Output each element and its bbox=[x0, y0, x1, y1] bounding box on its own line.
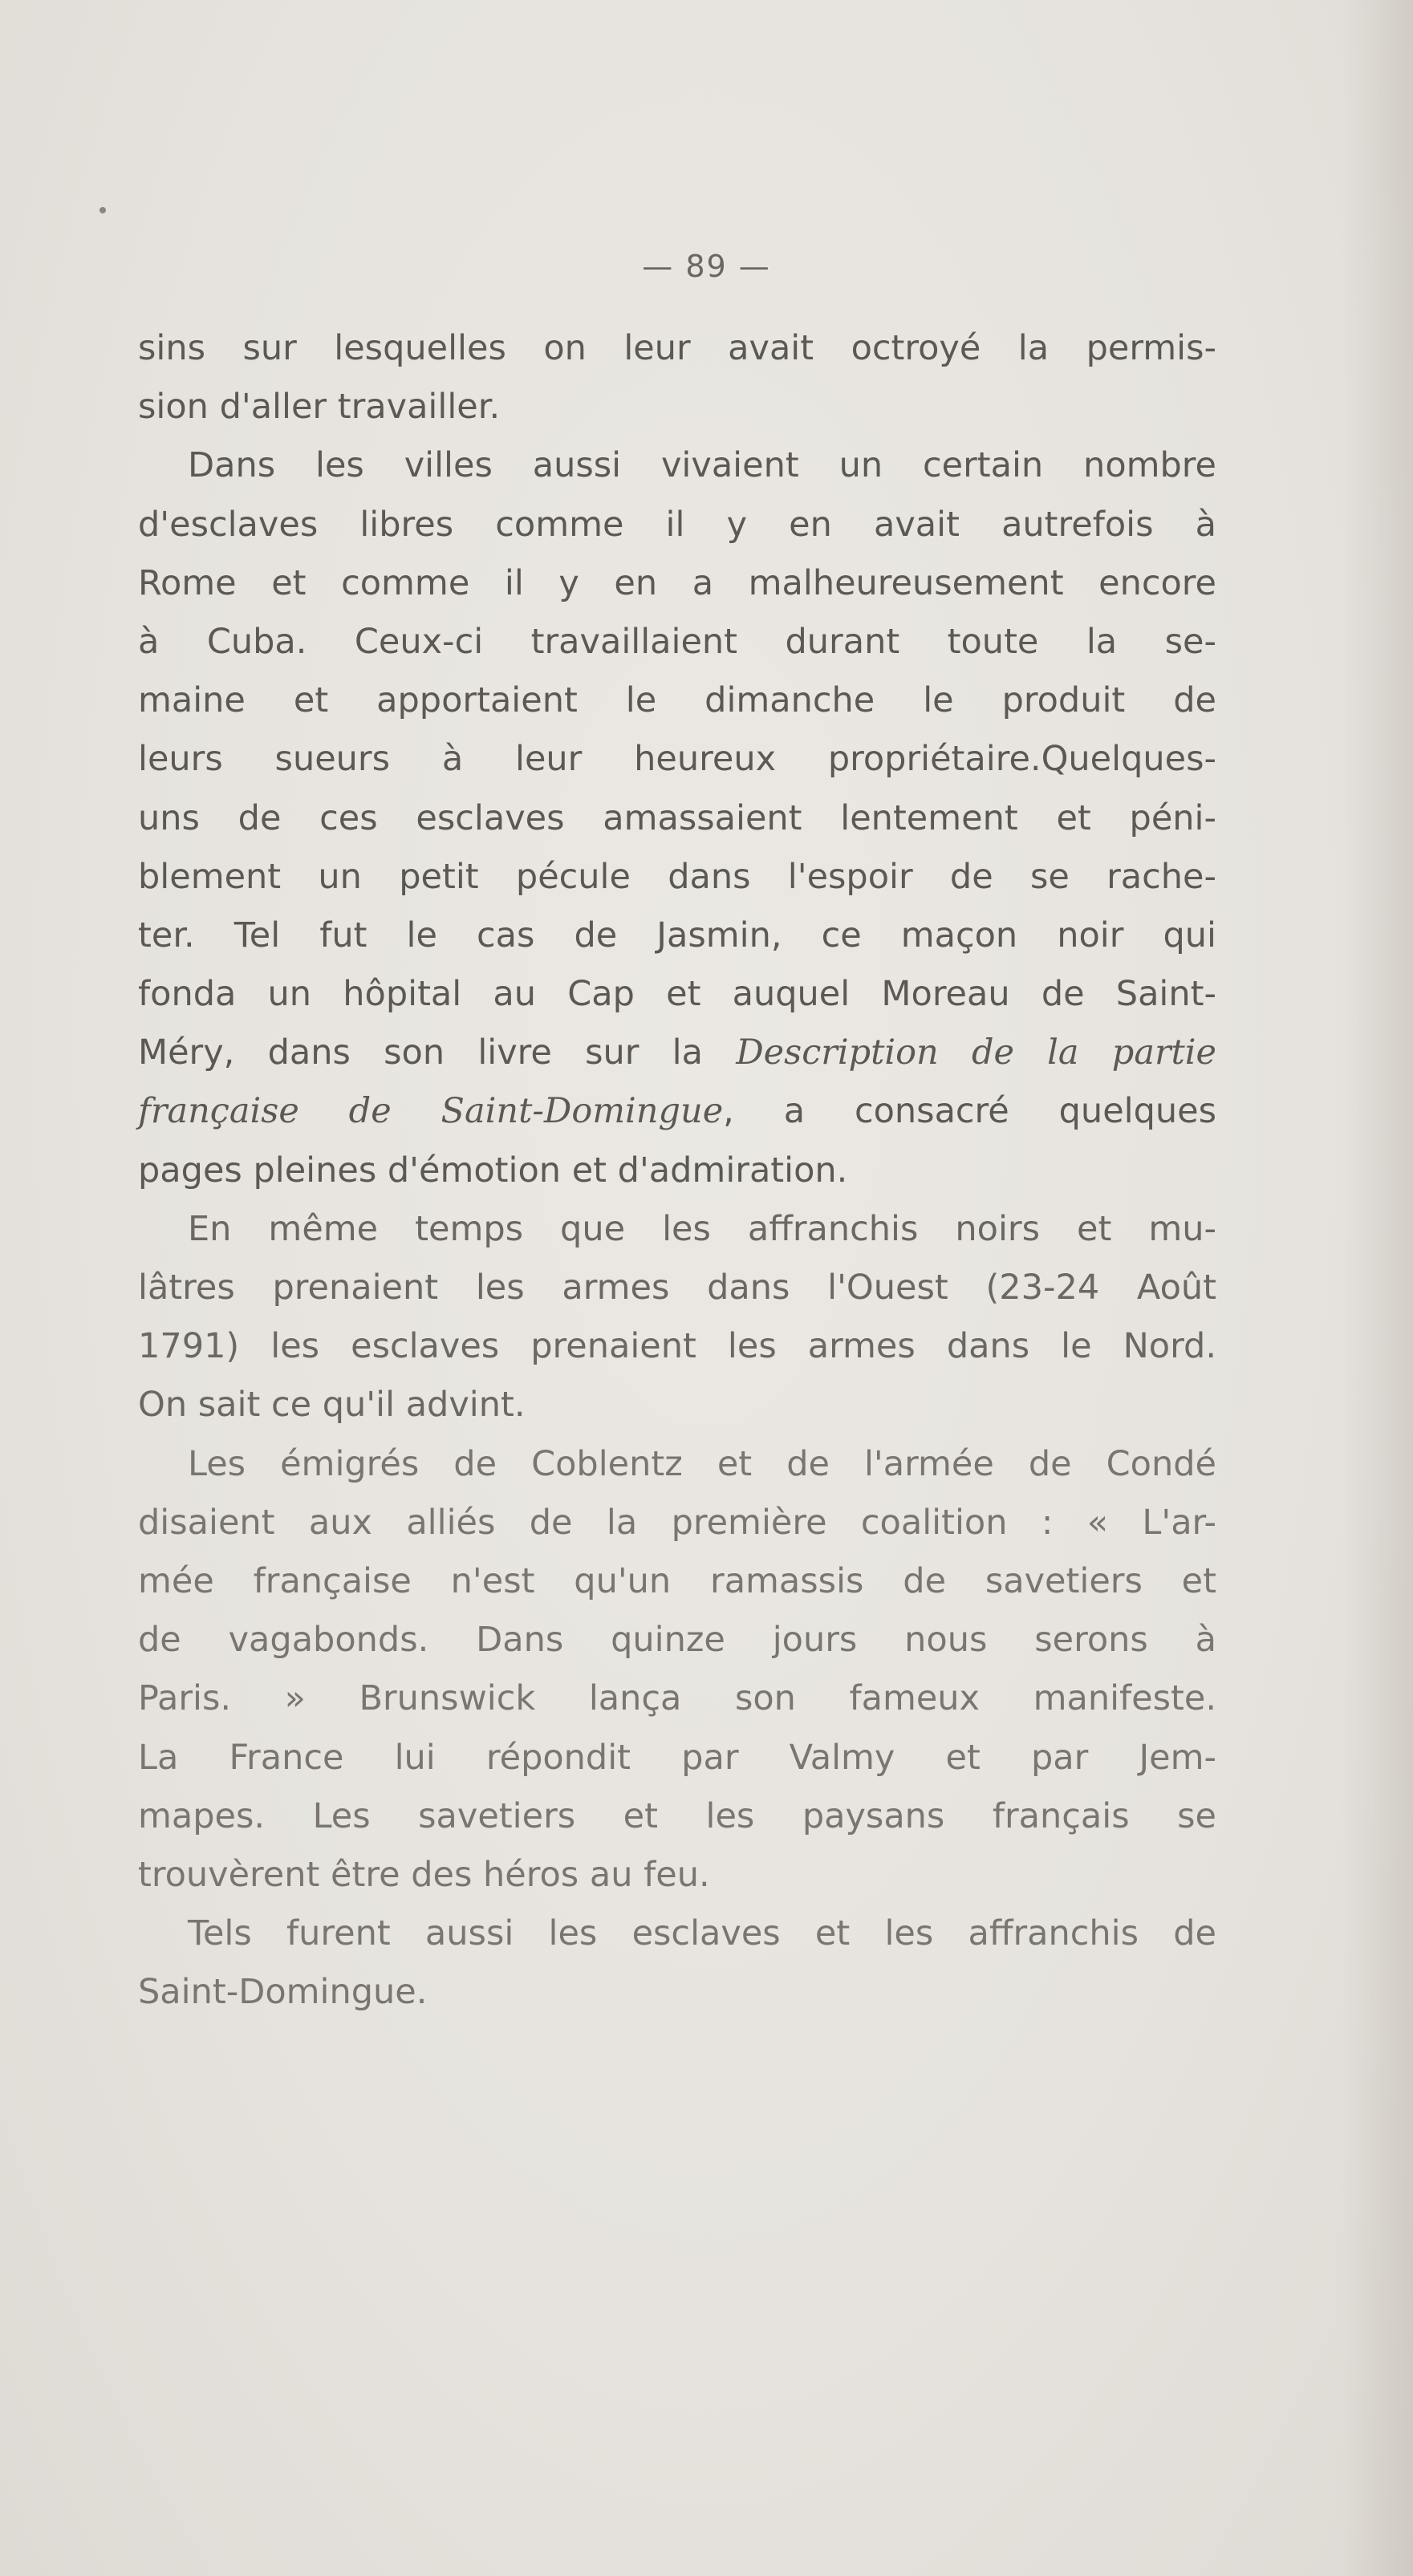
text-line bbox=[138, 1142, 1216, 1200]
text-line bbox=[138, 378, 1216, 436]
text-line-content: uns de ces esclaves amassaient lentement et péni- bbox=[138, 797, 1216, 838]
text-line-content: mée française n'est qu'un ramassis de savetiers et bbox=[138, 1560, 1216, 1601]
text-line bbox=[138, 1905, 1216, 1963]
italic-title: française de Saint-Domingue bbox=[138, 1091, 724, 1132]
text-line bbox=[138, 1082, 1216, 1141]
text-line bbox=[138, 1787, 1216, 1846]
text-line bbox=[138, 554, 1216, 613]
text-line bbox=[138, 1846, 1216, 1905]
text-line bbox=[138, 671, 1216, 730]
text-line-content: Méry, dans son livre sur la bbox=[138, 1032, 737, 1073]
ink-spot bbox=[99, 207, 106, 213]
text-line bbox=[138, 1317, 1216, 1376]
text-line-content: à Cuba. Ceux-ci travaillaient durant toute la se- bbox=[138, 621, 1216, 662]
text-line-content: disaient aux alliés de la première coalition : « L'ar- bbox=[138, 1502, 1216, 1543]
text-line bbox=[138, 1669, 1216, 1728]
text-line bbox=[138, 1200, 1216, 1259]
text-line-content: d'esclaves libres comme il y en avait autrefois à bbox=[138, 504, 1216, 545]
text-line-content: 1791) les esclaves prenaient les armes dans le Nord. bbox=[138, 1326, 1216, 1367]
page-number: — 89 — bbox=[642, 249, 771, 284]
text-line-content: maine et apportaient le dimanche le produit de bbox=[138, 680, 1216, 721]
text-line-content: de vagabonds. Dans quinze jours nous serons à bbox=[138, 1620, 1216, 1661]
text-line bbox=[138, 1963, 1216, 2022]
text-line-content: trouvèrent être des héros au feu. bbox=[138, 1854, 710, 1895]
text-line bbox=[138, 1024, 1216, 1082]
text-line bbox=[138, 907, 1216, 965]
text-line-content: sins sur lesquelles on leur avait octroyé la permis- bbox=[138, 328, 1216, 368]
text-line-content: pages pleines d'émotion et d'admiration. bbox=[138, 1150, 848, 1191]
text-line bbox=[138, 789, 1216, 848]
text-line-content: Saint-Domingue. bbox=[138, 1972, 428, 2013]
text-line-content: On sait ce qu'il advint. bbox=[138, 1385, 526, 1426]
text-line bbox=[138, 965, 1216, 1024]
text-line-content: fonda un hôpital au Cap et auquel Moreau de Saint- bbox=[138, 974, 1216, 1015]
text-line-content: Tels furent aussi les esclaves et les affranchis de bbox=[188, 1913, 1216, 1954]
text-line-content: Paris. » Brunswick lança son fameux manifeste. bbox=[138, 1678, 1216, 1719]
text-line-content: Les émigrés de Coblentz et de l'armée de Condé bbox=[188, 1443, 1216, 1484]
text-line bbox=[138, 730, 1216, 789]
text-line-content: Dans les villes aussi vivaient un certain nombre bbox=[188, 445, 1216, 486]
text-line-content: La France lui répondit par Valmy et par Jem- bbox=[138, 1737, 1216, 1778]
text-line bbox=[138, 848, 1216, 907]
text-line bbox=[138, 613, 1216, 671]
text-line-content: ter. Tel fut le cas de Jasmin, ce maçon noir qui bbox=[138, 915, 1216, 955]
text-line bbox=[138, 436, 1216, 495]
text-line-content: , a consacré quelques bbox=[723, 1091, 1216, 1132]
text-line-content: leurs sueurs à leur heureux propriétaire.Quelques- bbox=[138, 739, 1216, 780]
text-line bbox=[138, 1376, 1216, 1434]
text-line bbox=[138, 1259, 1216, 1317]
text-line bbox=[138, 1494, 1216, 1552]
page-edge-shadow bbox=[1341, 0, 1413, 2576]
text-line-content: lâtres prenaient les armes dans l'Ouest (23-24 Août bbox=[138, 1268, 1216, 1308]
italic-title: Description de la partie bbox=[736, 1032, 1216, 1073]
body-text bbox=[138, 319, 1216, 2022]
text-line-content: sion d'aller travailler. bbox=[138, 387, 501, 428]
text-line bbox=[138, 496, 1216, 554]
text-line-content: blement un petit pécule dans l'espoir de se rache- bbox=[138, 856, 1216, 897]
text-line bbox=[138, 1729, 1216, 1787]
text-line bbox=[138, 319, 1216, 378]
text-line bbox=[138, 1552, 1216, 1611]
text-line bbox=[138, 1435, 1216, 1494]
text-line bbox=[138, 1611, 1216, 1669]
text-line-content: Rome et comme il y en a malheureusement encore bbox=[138, 562, 1216, 603]
text-line-content: mapes. Les savetiers et les paysans français se bbox=[138, 1795, 1216, 1836]
text-line-content: En même temps que les affranchis noirs et mu- bbox=[188, 1208, 1216, 1249]
